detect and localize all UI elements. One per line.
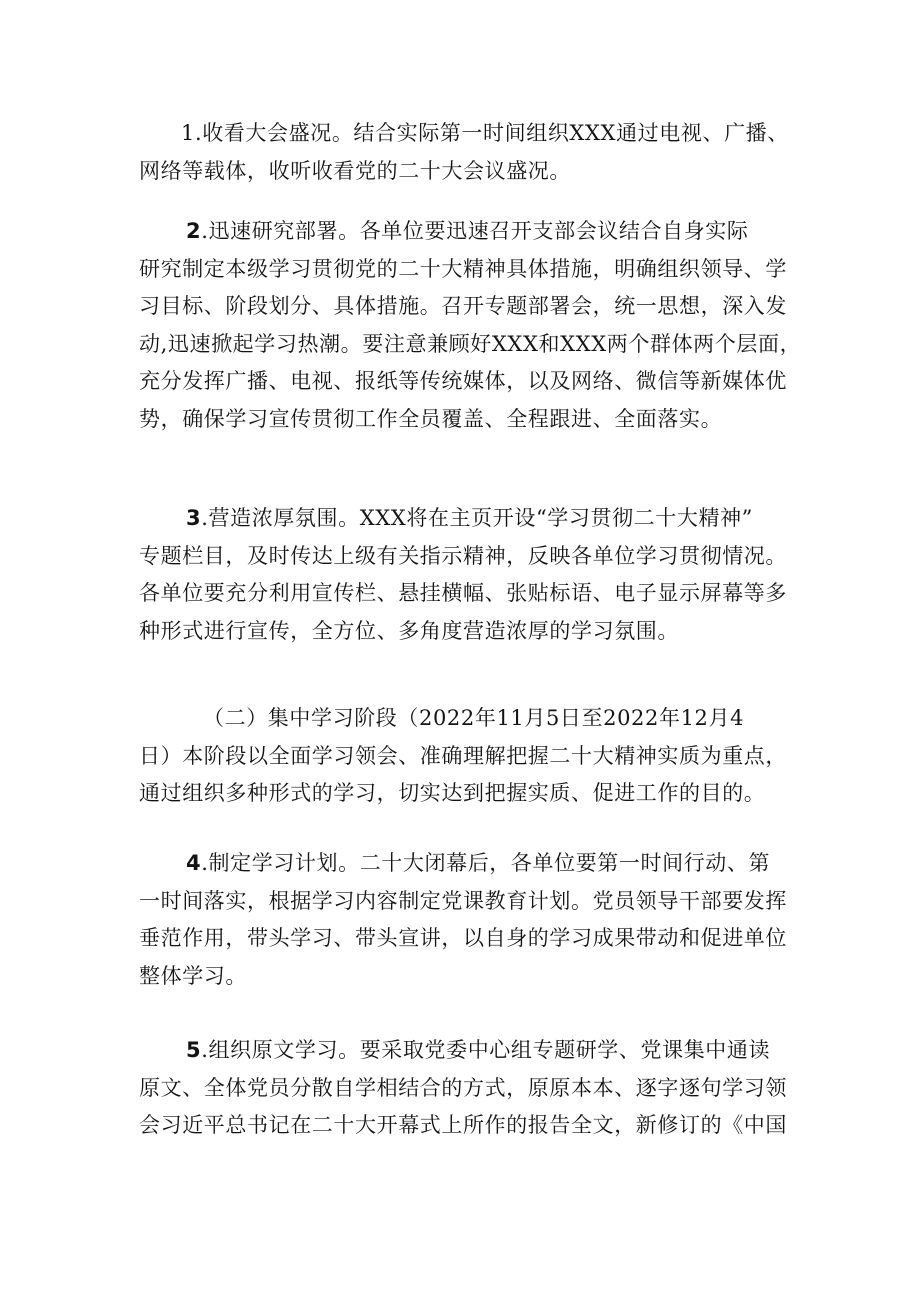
- paragraph-4-line-4: 整体学习。: [139, 963, 247, 988]
- section-2-line-1: （二）集中学习阶段（2022年11月5日至2022年12月4: [203, 706, 745, 730]
- paragraph-5-line-3: 会习近平总书记在二十大开幕式上所作的报告全文，新修订的《中国: [139, 1113, 787, 1138]
- paragraph-4: [139, 845, 799, 995]
- paragraph-2-line-5: 充分发挥广播、电视、报纸等传统媒体，以及网络、微信等新媒体优: [139, 369, 787, 394]
- paragraph-2: [139, 213, 802, 439]
- paragraph-5: [139, 1032, 799, 1145]
- paragraph-4-line-3: 垂范作用，带头学习、带头宣讲，以自身的学习成果带动和促进单位: [139, 926, 787, 951]
- section-2-line-3: 通过组织多种形式的学习，切实达到把握实质、促进工作的目的。: [139, 781, 766, 806]
- paragraph-2-line-1-text: .迅速研究部署。各单位要迅速召开支部会议结合自身实际: [201, 219, 749, 243]
- paragraph-5-line-1: [139, 1032, 799, 1070]
- paragraph-3-line-2: 专题栏目，及时传达上级有关指示精神，反映各单位学习贯彻情况。: [139, 543, 787, 568]
- paragraph-1-line-1: 1.收看大会盛况。结合实际第一时间组织XXX通过电视、广播、: [181, 121, 789, 145]
- paragraph-5-number: 5: [186, 1038, 202, 1062]
- paragraph-2-number: 2: [186, 219, 202, 243]
- paragraph-3-line-1-text: .营造浓厚氛围。XXX将在主页开设“学习贯彻二十大精神”: [201, 506, 754, 530]
- section-2-line-2: 日）本阶段以全面学习领会、准确理解把握二十大精神实质为重点，: [139, 743, 787, 768]
- paragraph-4-line-1: [139, 845, 799, 883]
- paragraph-2-line-3: 习目标、阶段划分、具体措施。召开专题部署会，统一思想，深入发: [139, 294, 787, 319]
- paragraph-1: [139, 115, 799, 190]
- paragraph-4-line-2: 一时间落实，根据学习内容制定党课教育计划。党员领导干部要发挥: [139, 888, 787, 913]
- paragraph-4-number: 4: [186, 851, 202, 875]
- paragraph-section-2: [139, 700, 799, 813]
- paragraph-3-line-3: 各单位要充分利用宣传栏、悬挂横幅、张贴标语、电子显示屏幕等多: [139, 581, 787, 606]
- paragraph-3-line-1: [139, 500, 799, 538]
- paragraph-2-line-1: [139, 213, 799, 251]
- paragraph-5-line-1-text: .组织原文学习。要采取党委中心组专题研学、党课集中通读: [201, 1038, 771, 1062]
- paragraph-2-line-4: 动,迅速掀起学习热潮。要注意兼顾好XXX和XXX两个群体两个层面，: [139, 331, 802, 356]
- paragraph-5-line-2: 原文、全体党员分散自学相结合的方式，原原本本、逐字逐句学习领: [139, 1075, 787, 1100]
- paragraph-2-line-2: 研究制定本级学习贯彻党的二十大精神具体措施，明确组织领导、学: [139, 256, 787, 281]
- paragraph-3-line-4: 种形式进行宣传，全方位、多角度营造浓厚的学习氛围。: [139, 618, 679, 643]
- paragraph-1-line-2: 网络等载体，收听收看党的二十大会议盛况。: [139, 158, 571, 183]
- paragraph-3-number: 3: [186, 506, 202, 530]
- paragraph-2-line-6: 势，确保学习宣传贯彻工作全员覆盖、全程跟进、全面落实。: [139, 406, 723, 431]
- paragraph-4-line-1-text: .制定学习计划。二十大闭幕后，各单位要第一时间行动、第: [201, 851, 771, 875]
- paragraph-3: [139, 500, 799, 650]
